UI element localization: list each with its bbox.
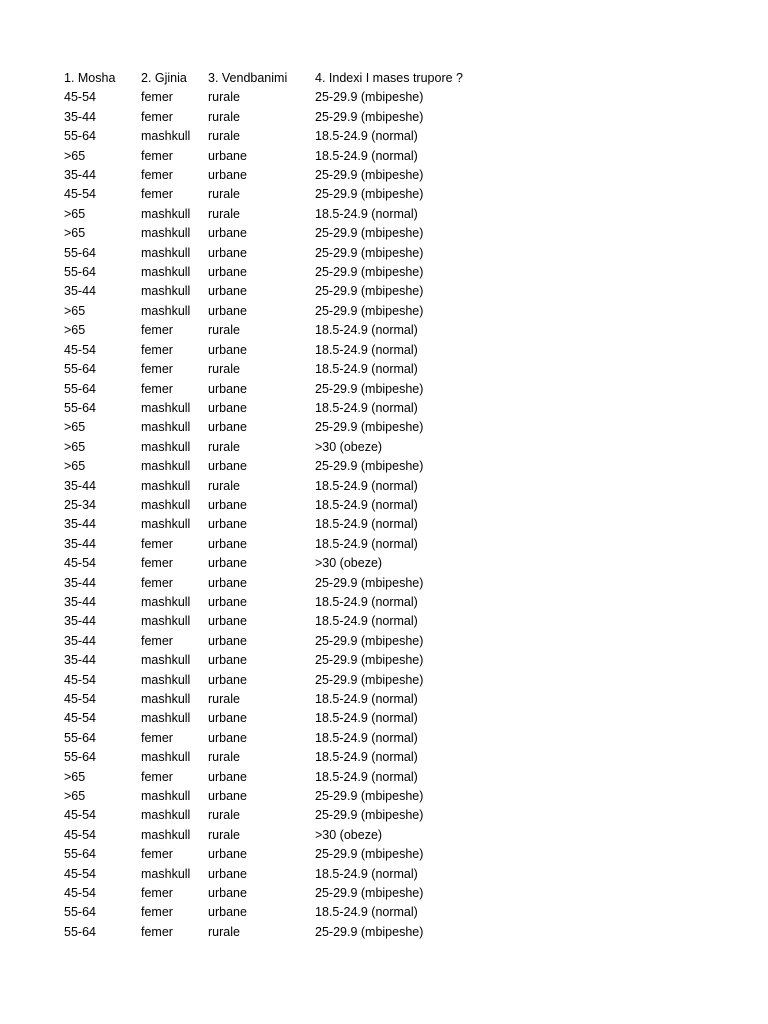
cell-gender: mashkull <box>141 497 191 512</box>
cell-gender: femer <box>141 381 173 396</box>
table-row <box>64 748 515 767</box>
header-residence: 3. Vendbanimi <box>208 71 288 85</box>
table-row <box>64 768 515 787</box>
cell-bmi: >30 (obeze) <box>315 827 383 842</box>
header-bmi: 4. Indexi I mases trupore ? <box>315 71 463 85</box>
cell-residence: urbane <box>208 420 247 435</box>
table-row <box>64 205 515 224</box>
cell-residence: urbane <box>208 847 247 862</box>
cell-residence: urbane <box>208 148 247 163</box>
cell-gender: mashkull <box>141 672 191 687</box>
cell-bmi: 25-29.9 (mbipeshe) <box>315 808 424 823</box>
cell-gender: femer <box>141 556 173 571</box>
cell-bmi: 18.5-24.9 (normal) <box>315 206 418 221</box>
cell-bmi: 18.5-24.9 (normal) <box>315 362 418 377</box>
cell-bmi: 18.5-24.9 (normal) <box>315 614 418 629</box>
cell-age: 45-54 <box>64 187 96 202</box>
cell-age: 25-34 <box>64 497 96 512</box>
cell-gender: mashkull <box>141 827 191 842</box>
cell-gender: femer <box>141 886 173 901</box>
header-gender: 2. Gjinia <box>141 71 187 85</box>
table-row <box>64 88 515 107</box>
cell-age: 45-54 <box>64 90 96 105</box>
table-row <box>64 147 515 166</box>
cell-gender: mashkull <box>141 303 191 318</box>
cell-residence: rurale <box>208 129 240 144</box>
table-row <box>64 380 515 399</box>
cell-bmi: 18.5-24.9 (normal) <box>315 692 418 706</box>
cell-residence: rurale <box>208 109 240 124</box>
cell-bmi: 18.5-24.9 (normal) <box>315 497 418 512</box>
table-body <box>64 88 515 942</box>
table-row <box>64 108 515 127</box>
cell-gender: mashkull <box>141 517 191 532</box>
cell-bmi: 18.5-24.9 (normal) <box>315 517 418 532</box>
cell-age: 45-54 <box>64 342 96 357</box>
table-row <box>64 515 515 534</box>
cell-bmi: 25-29.9 (mbipeshe) <box>315 265 424 280</box>
cell-bmi: 18.5-24.9 (normal) <box>315 905 418 920</box>
cell-age: 55-64 <box>64 905 96 920</box>
header-row <box>64 69 515 88</box>
cell-bmi: 18.5-24.9 (normal) <box>315 400 418 415</box>
cell-residence: rurale <box>208 808 240 823</box>
cell-age: 55-64 <box>64 265 96 280</box>
cell-age: >65 <box>64 226 86 241</box>
cell-gender: femer <box>141 148 173 163</box>
cell-age: 35-44 <box>64 594 96 609</box>
cell-gender: mashkull <box>141 614 191 629</box>
header-age: 1. Mosha <box>64 71 116 85</box>
survey-sheet <box>64 69 664 942</box>
cell-residence: rurale <box>208 90 240 105</box>
cell-residence: urbane <box>208 730 247 745</box>
cell-residence: rurale <box>208 827 240 842</box>
cell-residence: rurale <box>208 206 240 221</box>
table-row <box>64 263 515 282</box>
cell-residence: urbane <box>208 575 247 590</box>
cell-bmi: 25-29.9 (mbipeshe) <box>315 420 424 435</box>
cell-bmi: 25-29.9 (mbipeshe) <box>315 187 424 202</box>
cell-age: >65 <box>64 420 86 435</box>
cell-gender: mashkull <box>141 478 191 493</box>
table-row <box>64 554 515 573</box>
cell-gender: femer <box>141 109 173 124</box>
cell-residence: rurale <box>208 362 240 377</box>
cell-age: 35-44 <box>64 614 96 629</box>
cell-gender: mashkull <box>141 808 191 823</box>
cell-age: 45-54 <box>64 672 96 687</box>
cell-gender: femer <box>141 769 173 784</box>
cell-gender: femer <box>141 362 173 377</box>
cell-age: 55-64 <box>64 730 96 745</box>
cell-age: 35-44 <box>64 536 96 551</box>
table-row <box>64 244 515 263</box>
table-row <box>64 457 515 476</box>
cell-gender: femer <box>141 847 173 862</box>
cell-gender: femer <box>141 90 173 105</box>
cell-bmi: 25-29.9 (mbipeshe) <box>315 575 424 590</box>
cell-age: 35-44 <box>64 653 96 668</box>
cell-age: >65 <box>64 323 86 338</box>
cell-age: 45-54 <box>64 556 96 571</box>
cell-bmi: >30 (obeze) <box>315 439 383 454</box>
cell-gender: mashkull <box>141 129 191 144</box>
cell-gender: mashkull <box>141 226 191 241</box>
cell-residence: urbane <box>208 905 247 920</box>
cell-residence: urbane <box>208 342 247 357</box>
cell-residence: urbane <box>208 789 247 804</box>
table-row <box>64 282 515 301</box>
cell-bmi: 18.5-24.9 (normal) <box>315 750 418 765</box>
cell-residence: rurale <box>208 478 240 493</box>
cell-age: >65 <box>64 206 86 221</box>
cell-age: 45-54 <box>64 692 96 706</box>
cell-residence: urbane <box>208 459 247 474</box>
table-row <box>64 632 515 651</box>
table-row <box>64 535 515 554</box>
cell-residence: urbane <box>208 381 247 396</box>
cell-bmi: 18.5-24.9 (normal) <box>315 323 418 338</box>
table-row <box>64 884 515 903</box>
cell-residence: rurale <box>208 924 240 939</box>
cell-bmi: 25-29.9 (mbipeshe) <box>315 672 424 687</box>
cell-residence: urbane <box>208 226 247 241</box>
table-row <box>64 806 515 825</box>
cell-gender: mashkull <box>141 284 191 299</box>
cell-age: 55-64 <box>64 129 96 144</box>
cell-age: 55-64 <box>64 400 96 415</box>
cell-gender: femer <box>141 323 173 338</box>
cell-age: 35-44 <box>64 109 96 124</box>
cell-residence: urbane <box>208 594 247 609</box>
cell-bmi: 18.5-24.9 (normal) <box>315 129 418 144</box>
cell-age: 55-64 <box>64 245 96 260</box>
cell-residence: urbane <box>208 886 247 901</box>
cell-bmi: 18.5-24.9 (normal) <box>315 866 418 881</box>
cell-bmi: 18.5-24.9 (normal) <box>315 148 418 163</box>
cell-residence: rurale <box>208 750 240 765</box>
cell-bmi: 25-29.9 (mbipeshe) <box>315 459 424 474</box>
cell-gender: mashkull <box>141 400 191 415</box>
table-row <box>64 341 515 360</box>
table-row <box>64 574 515 593</box>
cell-gender: femer <box>141 536 173 551</box>
cell-gender: femer <box>141 730 173 745</box>
cell-residence: urbane <box>208 769 247 784</box>
cell-gender: mashkull <box>141 692 191 706</box>
cell-bmi: >30 (obeze) <box>315 556 383 571</box>
cell-bmi: 18.5-24.9 (normal) <box>315 342 418 357</box>
cell-age: >65 <box>64 769 86 784</box>
cell-residence: urbane <box>208 866 247 881</box>
cell-age: 35-44 <box>64 284 96 299</box>
table-row <box>64 438 515 457</box>
cell-gender: femer <box>141 575 173 590</box>
table-row <box>64 865 515 884</box>
survey-table <box>64 69 515 942</box>
cell-residence: urbane <box>208 265 247 280</box>
cell-age: 35-44 <box>64 633 96 648</box>
cell-residence: urbane <box>208 400 247 415</box>
cell-residence: urbane <box>208 245 247 260</box>
table-row <box>64 923 515 942</box>
cell-bmi: 25-29.9 (mbipeshe) <box>315 303 424 318</box>
cell-age: >65 <box>64 459 86 474</box>
cell-age: 45-54 <box>64 866 96 881</box>
table-row <box>64 903 515 922</box>
cell-age: >65 <box>64 789 86 804</box>
cell-residence: urbane <box>208 711 247 726</box>
cell-bmi: 25-29.9 (mbipeshe) <box>315 226 424 241</box>
table-row <box>64 399 515 418</box>
cell-bmi: 25-29.9 (mbipeshe) <box>315 90 424 105</box>
cell-age: 35-44 <box>64 575 96 590</box>
cell-bmi: 18.5-24.9 (normal) <box>315 536 418 551</box>
table-row <box>64 729 515 748</box>
cell-bmi: 18.5-24.9 (normal) <box>315 594 418 609</box>
cell-age: 55-64 <box>64 381 96 396</box>
cell-residence: urbane <box>208 497 247 512</box>
cell-gender: femer <box>141 633 173 648</box>
table-row <box>64 671 515 690</box>
table-row <box>64 166 515 185</box>
cell-gender: mashkull <box>141 420 191 435</box>
cell-gender: mashkull <box>141 245 191 260</box>
cell-gender: mashkull <box>141 866 191 881</box>
table-row <box>64 709 515 728</box>
table-header <box>64 69 515 88</box>
cell-age: 45-54 <box>64 711 96 726</box>
table-row <box>64 593 515 612</box>
cell-bmi: 18.5-24.9 (normal) <box>315 478 418 493</box>
cell-bmi: 25-29.9 (mbipeshe) <box>315 284 424 299</box>
cell-bmi: 25-29.9 (mbipeshe) <box>315 168 424 183</box>
cell-gender: mashkull <box>141 711 191 726</box>
cell-age: 45-54 <box>64 886 96 901</box>
table-row <box>64 185 515 204</box>
cell-bmi: 25-29.9 (mbipeshe) <box>315 653 424 668</box>
cell-gender: mashkull <box>141 439 191 454</box>
cell-bmi: 18.5-24.9 (normal) <box>315 730 418 745</box>
cell-residence: rurale <box>208 692 240 706</box>
cell-age: 35-44 <box>64 478 96 493</box>
cell-bmi: 25-29.9 (mbipeshe) <box>315 633 424 648</box>
cell-bmi: 25-29.9 (mbipeshe) <box>315 245 424 260</box>
cell-age: 45-54 <box>64 827 96 842</box>
cell-gender: mashkull <box>141 653 191 668</box>
cell-age: 55-64 <box>64 924 96 939</box>
cell-residence: urbane <box>208 303 247 318</box>
cell-gender: femer <box>141 924 173 939</box>
cell-gender: mashkull <box>141 459 191 474</box>
cell-gender: femer <box>141 342 173 357</box>
cell-bmi: 25-29.9 (mbipeshe) <box>315 381 424 396</box>
cell-age: >65 <box>64 148 86 163</box>
cell-residence: urbane <box>208 614 247 629</box>
cell-bmi: 25-29.9 (mbipeshe) <box>315 109 424 124</box>
cell-bmi: 25-29.9 (mbipeshe) <box>315 924 424 939</box>
table-row <box>64 418 515 437</box>
cell-age: >65 <box>64 439 86 454</box>
cell-gender: mashkull <box>141 265 191 280</box>
table-row <box>64 127 515 146</box>
cell-residence: urbane <box>208 633 247 648</box>
cell-residence: urbane <box>208 653 247 668</box>
cell-gender: femer <box>141 168 173 183</box>
cell-age: 55-64 <box>64 362 96 377</box>
cell-residence: urbane <box>208 556 247 571</box>
table-row <box>64 360 515 379</box>
table-row <box>64 690 515 709</box>
cell-residence: rurale <box>208 323 240 338</box>
table-row <box>64 845 515 864</box>
cell-bmi: 18.5-24.9 (normal) <box>315 769 418 784</box>
table-row <box>64 302 515 321</box>
cell-residence: urbane <box>208 517 247 532</box>
table-row <box>64 787 515 806</box>
cell-residence: urbane <box>208 536 247 551</box>
cell-bmi: 25-29.9 (mbipeshe) <box>315 789 424 804</box>
table-row <box>64 224 515 243</box>
cell-bmi: 18.5-24.9 (normal) <box>315 711 418 726</box>
cell-gender: mashkull <box>141 594 191 609</box>
cell-bmi: 25-29.9 (mbipeshe) <box>315 847 424 862</box>
cell-gender: femer <box>141 905 173 920</box>
table-row <box>64 321 515 340</box>
cell-age: 55-64 <box>64 750 96 765</box>
cell-residence: rurale <box>208 439 240 454</box>
cell-gender: femer <box>141 187 173 202</box>
table-row <box>64 496 515 515</box>
cell-residence: urbane <box>208 672 247 687</box>
table-row <box>64 612 515 631</box>
table-row <box>64 826 515 845</box>
cell-residence: urbane <box>208 168 247 183</box>
cell-residence: rurale <box>208 187 240 202</box>
cell-gender: mashkull <box>141 206 191 221</box>
cell-age: >65 <box>64 303 86 318</box>
cell-residence: urbane <box>208 284 247 299</box>
table-row <box>64 477 515 496</box>
table-row <box>64 651 515 670</box>
cell-gender: mashkull <box>141 750 191 765</box>
cell-age: 35-44 <box>64 517 96 532</box>
cell-age: 45-54 <box>64 808 96 823</box>
cell-gender: mashkull <box>141 789 191 804</box>
cell-bmi: 25-29.9 (mbipeshe) <box>315 886 424 901</box>
cell-age: 35-44 <box>64 168 96 183</box>
cell-age: 55-64 <box>64 847 96 862</box>
